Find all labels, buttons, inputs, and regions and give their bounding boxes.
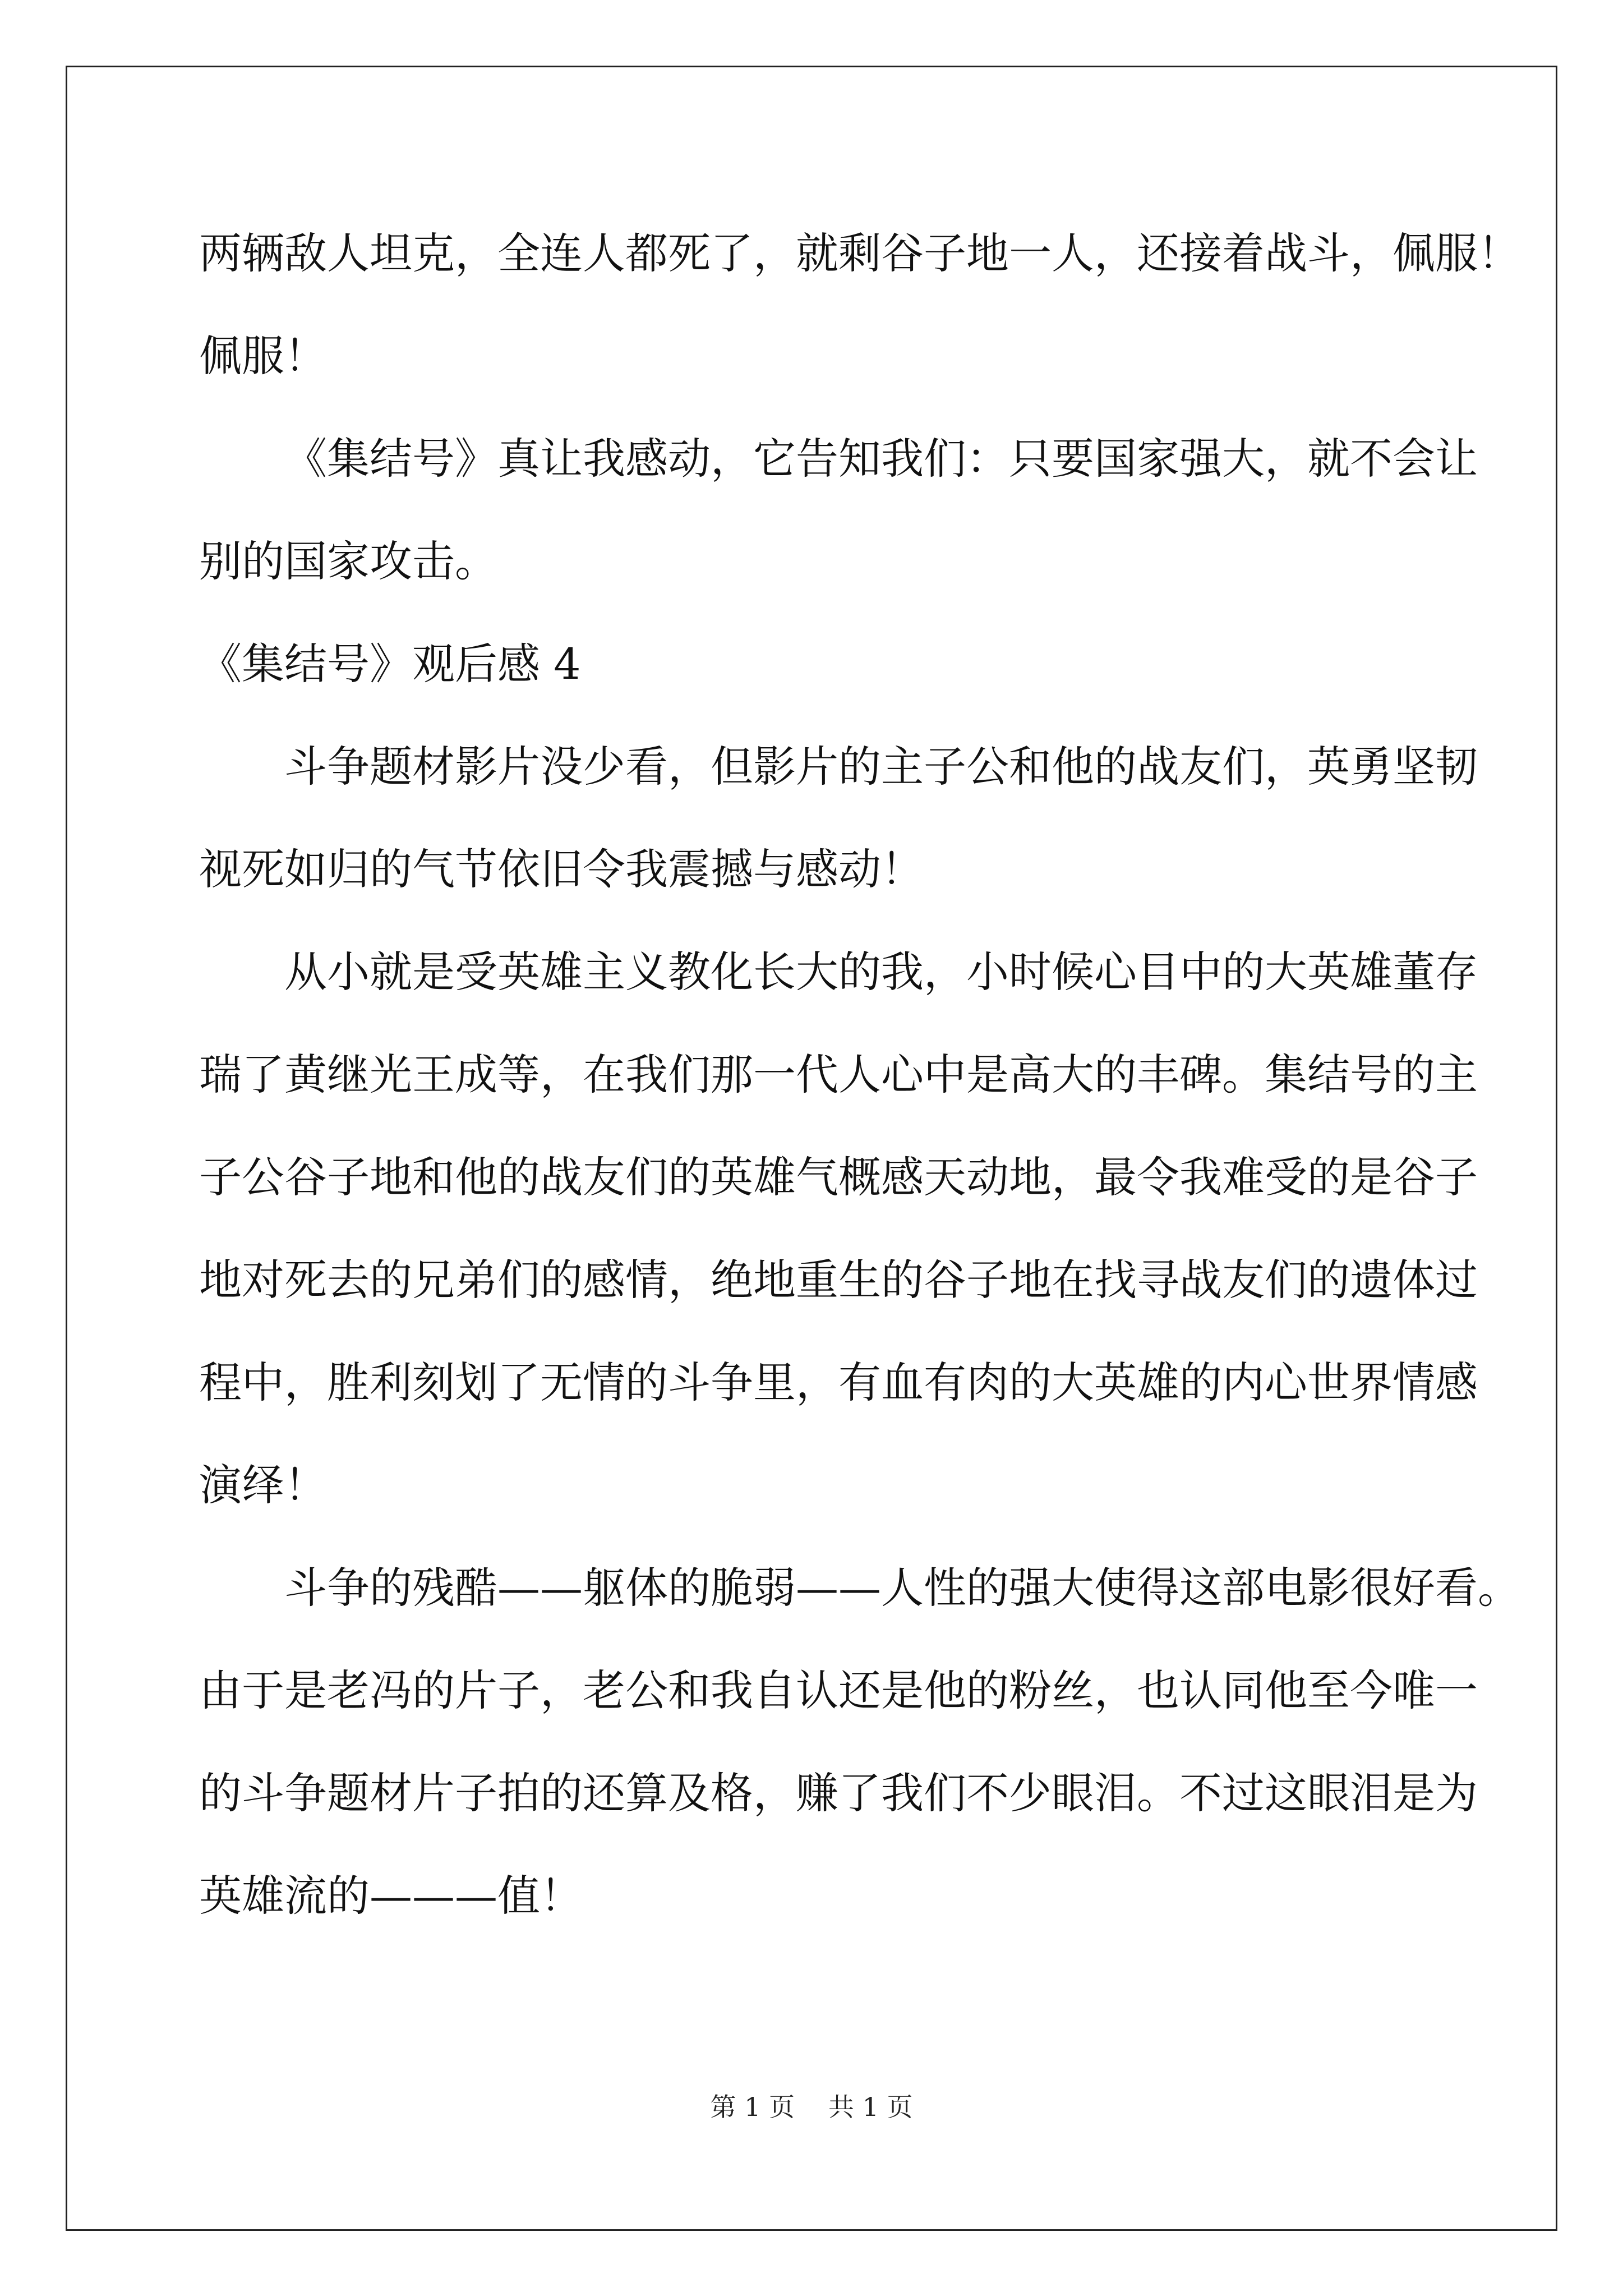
text-line-17: 英雄流的———值！ [199,1871,583,1921]
document-body [199,202,1520,1947]
section-heading: 《集结号》观后感 4 [199,639,581,689]
page-number-total: 共 1 页 [828,2092,913,2122]
text-line-16: 的斗争题材片子拍的还算及格，赚了我们不少眼泪。不过这眼泪是为 [199,1768,1478,1818]
text-line-9: 瑞了黄继光王成等，在我们那一代人心中是高大的丰碑。集结号的主 [199,1050,1478,1099]
text-line-3: 《集结号》真让我感动，它告知我们：只要国家强大，就不会让 [284,434,1478,484]
text-line-4: 别的国家攻击。 [199,536,497,586]
text-line-12: 程中，胜利刻划了无情的斗争里，有血有肉的大英雄的内心世界情感 [199,1358,1478,1407]
text-line-15: 由于是老冯的片子，老公和我自认还是他的粉丝，也认同他至今唯一 [199,1665,1478,1715]
text-line-8: 从小就是受英雄主义教化长大的我，小时候心目中的大英雄董存 [284,947,1478,997]
text-line-11: 地对死去的兄弟们的感情，绝地重生的谷子地在找寻战友们的遗体过 [199,1255,1478,1305]
text-line-1: 两辆敌人坦克，全连人都死了，就剩谷子地一人，还接着战斗，佩服！ [199,228,1520,278]
text-line-10: 子公谷子地和他的战友们的英雄气概感天动地，最令我难受的是谷子 [199,1152,1478,1202]
text-line-6: 斗争题材影片没少看，但影片的主子公和他的战友们，英勇坚韧 [284,742,1478,792]
text-line-13: 演绎！ [199,1460,327,1510]
text-line-14: 斗争的残酷——躯体的脆弱——人性的强大使得这部电影很好看。 [284,1563,1520,1613]
page-number-current: 第 1 页 [710,2092,795,2122]
text-line-2: 佩服！ [199,331,327,381]
page-footer [0,2087,1623,2124]
text-line-7: 视死如归的气节依旧令我震撼与感动！ [199,844,924,894]
